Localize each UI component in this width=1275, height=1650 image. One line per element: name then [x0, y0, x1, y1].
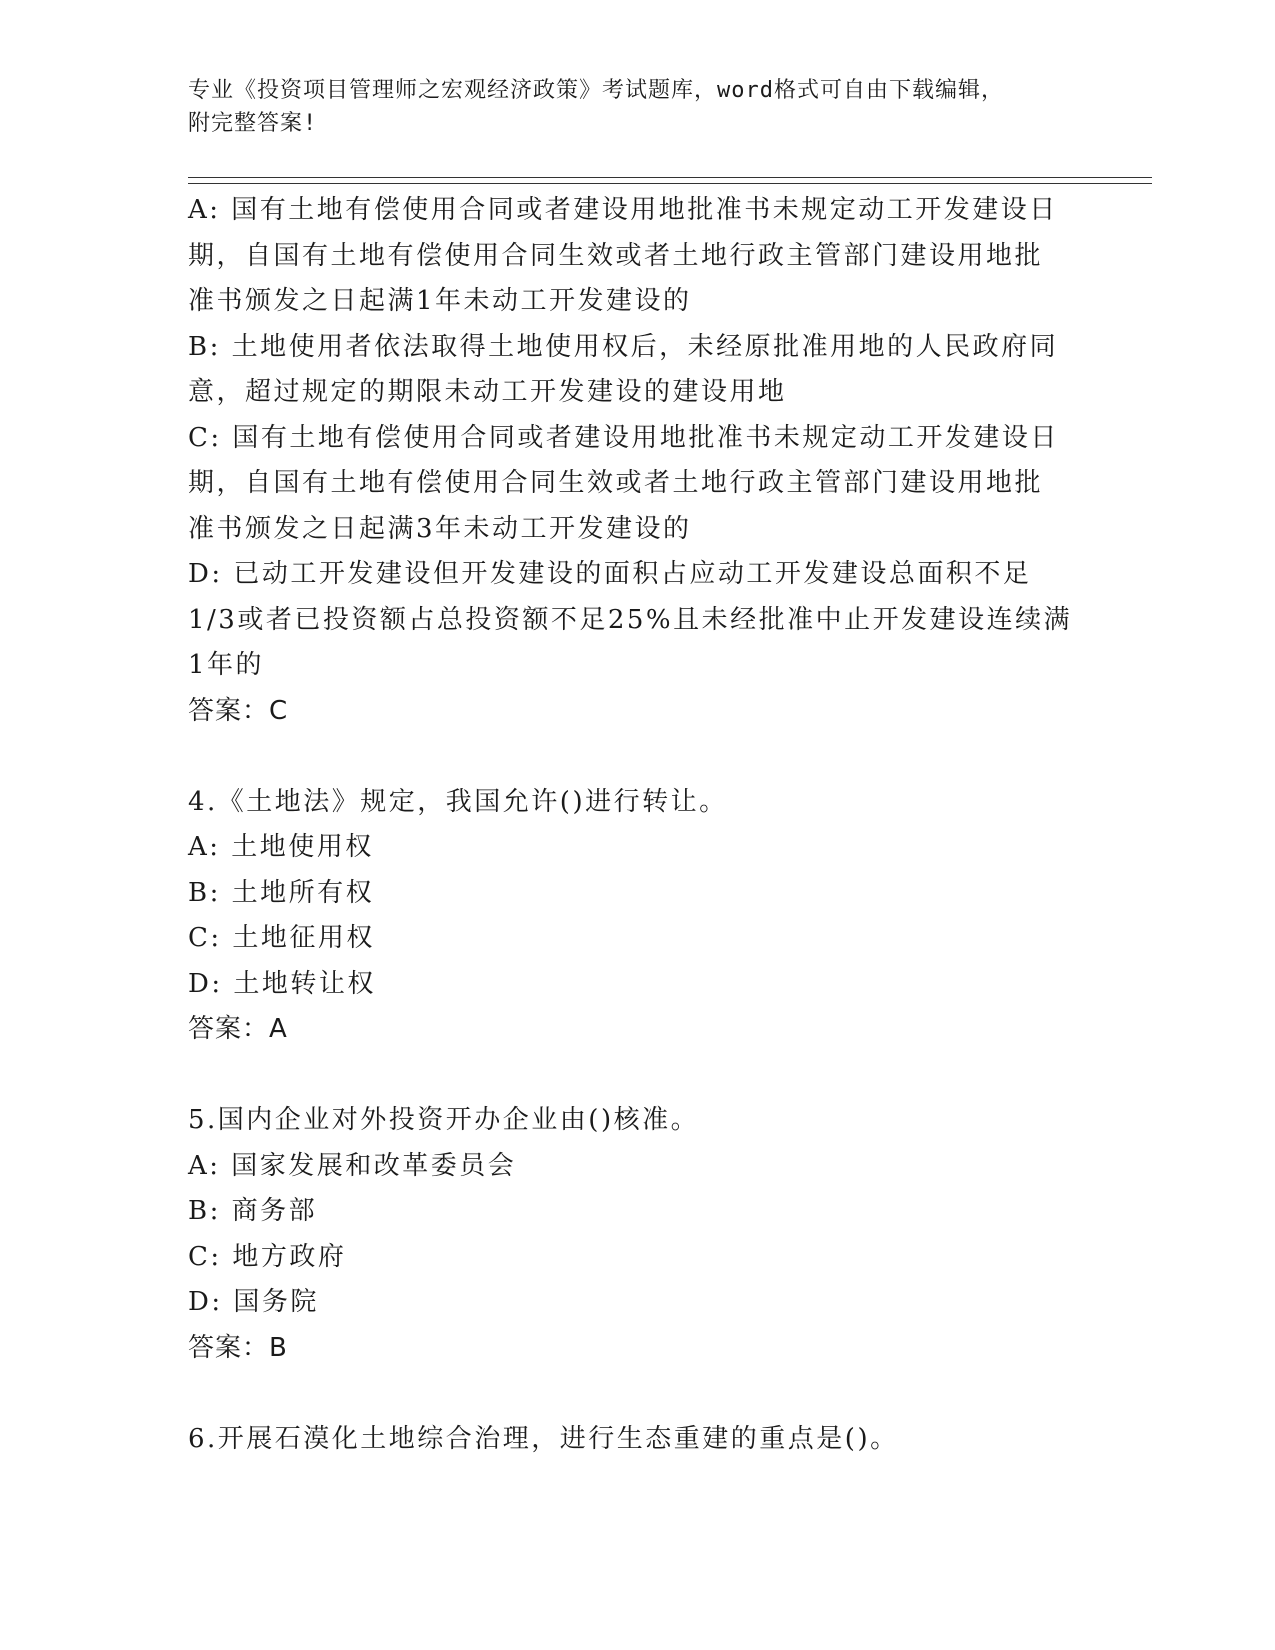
option-line: 期，自国有土地有偿使用合同生效或者土地行政主管部门建设用地批 — [188, 468, 1044, 498]
q3-option-c — [188, 416, 1068, 553]
option-line: C: 国有土地有偿使用合同或者建设用地批准书未规定动工开发建设日 — [188, 422, 1059, 453]
header-line-2: 附完整答案! — [188, 111, 318, 136]
q3-answer: 答案：C — [188, 695, 289, 726]
q4-option-a: A: 土地使用权 — [188, 832, 374, 862]
q4-option-c: C: 土地征用权 — [188, 923, 375, 953]
header-rule-bottom — [188, 183, 1152, 184]
q5-option-d: D: 国务院 — [188, 1287, 319, 1317]
q4-question: 4.《土地法》规定，我国允许()进行转让。 — [188, 786, 728, 817]
q4-answer: 答案：A — [188, 1014, 288, 1044]
option-line: A: 国有土地有偿使用合同或者建设用地批准书未规定动工开发建设日 — [188, 195, 1058, 225]
option-line: 1年的 — [188, 650, 265, 680]
q5-option-a: A: 国家发展和改革委员会 — [188, 1150, 517, 1181]
q5-option-b: B: 商务部 — [188, 1196, 318, 1226]
spacer — [188, 1053, 1068, 1099]
q4-block — [188, 780, 1068, 1053]
option-line: 期，自国有土地有偿使用合同生效或者土地行政主管部门建设用地批 — [188, 240, 1044, 271]
spacer — [188, 1371, 1068, 1417]
option-line: 意，超过规定的期限未动工开发建设的建设用地 — [188, 377, 787, 407]
q4-option-d: D: 土地转让权 — [188, 968, 376, 999]
option-line: 准书颁发之日起满3年未动工开发建设的 — [188, 513, 692, 544]
q4-option-b: B: 土地所有权 — [188, 877, 375, 908]
q6-block — [188, 1417, 1068, 1463]
q5-question: 5.国内企业对外投资开办企业由()核准。 — [188, 1105, 700, 1135]
document-header — [188, 74, 1068, 140]
q3-option-b — [188, 325, 1068, 416]
q5-option-c: C: 地方政府 — [188, 1241, 347, 1272]
option-line: 准书颁发之日起满1年未动工开发建设的 — [188, 286, 692, 316]
option-line: D: 已动工开发建设但开发建设的面积占应动工开发建设总面积不足 — [188, 559, 1032, 589]
q3-option-d — [188, 552, 1073, 689]
spacer — [188, 734, 1068, 780]
option-line: 1/3或者已投资额占总投资额不足25%且未经批准中止开发建设连续满 — [188, 604, 1073, 635]
q3-block — [188, 188, 1073, 734]
q3-option-a — [188, 188, 1068, 325]
header-line-1: 专业《投资项目管理师之宏观经济政策》考试题库，word格式可自由下载编辑， — [188, 78, 1004, 103]
q6-question: 6.开展石漠化土地综合治理，进行生态重建的重点是()。 — [188, 1423, 899, 1454]
q5-block — [188, 1098, 1068, 1371]
question-content — [188, 188, 1073, 1462]
option-line: B: 土地使用者依法取得土地使用权后，未经原批准用地的人民政府同 — [188, 331, 1059, 362]
q5-answer: 答案：B — [188, 1332, 288, 1363]
header-rule-top — [188, 177, 1152, 178]
